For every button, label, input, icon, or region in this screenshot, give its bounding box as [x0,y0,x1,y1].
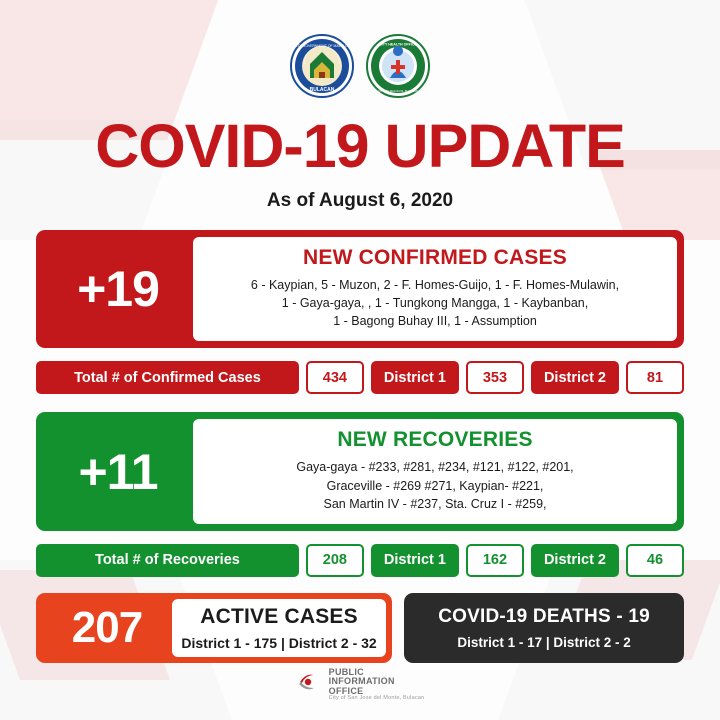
recovery-district2-value: 46 [626,544,684,577]
confirmed-district1-label: District 1 [371,361,459,394]
recovery-district1-label: District 1 [371,544,459,577]
new-cases-breakdown [203,276,667,330]
new-recoveries-line: Graceville - #269 #271, Kaypian- #221, [326,478,544,493]
footer [0,668,720,702]
new-cases-line: 6 - Kaypian, 5 - Muzon, 2 - F. Homes-Guijo, 1 - F. Homes-Mulawin, [250,278,620,292]
new-recoveries-line: San Martin IV - #237, Sta. Cruz I - #259, [323,496,547,511]
confirmed-district2-label: District 2 [531,361,619,394]
page-subtitle: As of August 6, 2020 [266,190,454,211]
confirmed-total-value: 434 [306,361,364,394]
active-cases-count: 207 [71,602,143,652]
new-recoveries-breakdown [203,458,667,512]
footer-line-1: PUBLIC [328,666,364,677]
new-recoveries-panel [36,412,684,530]
confirmed-district2-value: 81 [626,361,684,394]
svg-text:CITY GOVERNMENT OF MALOLOS: CITY GOVERNMENT OF MALOLOS [294,44,350,48]
footer-tagline: City of San Jose del Monte, Bulacan [328,695,425,702]
new-cases-line: 1 - Bagong Buhay III, 1 - Assumption [333,314,537,329]
confirmed-totals-row [36,361,684,394]
svg-text:BULACAN: BULACAN [309,87,335,93]
new-cases-count: +19 [77,261,159,318]
recovery-district1-value: 162 [466,544,524,577]
city-government-seal-icon [290,34,354,98]
new-cases-heading: NEW CONFIRMED CASES [303,246,567,269]
confirmed-total-label: Total # of Confirmed Cases [36,361,299,394]
new-recoveries-count: +11 [78,443,158,500]
new-recoveries-heading: NEW RECOVERIES [337,428,533,452]
recovery-total-value: 208 [306,544,364,577]
confirmed-district1-value: 353 [466,361,524,394]
new-cases-line: 1 - Gaya-gaya, , 1 - Tungkong Mangga, 1 - Kaybanban, [281,296,589,311]
deaths-breakdown: District 1 - 17 | District 2 - 2 [457,634,631,650]
seal-row [36,0,684,98]
covid-deaths-panel [404,593,684,663]
footer-line-2: INFORMATION [328,676,395,687]
city-health-office-seal-icon [366,34,430,98]
active-cases-title: ACTIVE CASES [200,604,358,628]
bottom-row [36,593,684,663]
new-confirmed-cases-panel [36,230,684,348]
deaths-title: COVID-19 DEATHS - 19 [438,605,650,627]
recovery-total-label: Total # of Recoveries [36,544,299,577]
svg-text:CITY HEALTH OFFICE: CITY HEALTH OFFICE [379,42,417,47]
recovery-totals-row [36,544,684,577]
page-title: COVID-19 UPDATE [95,112,625,180]
new-recoveries-line: Gaya-gaya - #233, #281, #234, #121, #122, #201, [296,460,574,475]
active-cases-panel [36,593,392,663]
recovery-district2-label: District 2 [531,544,619,577]
footer-line-3: OFFICE [328,685,364,696]
public-information-office-logo-icon [296,671,322,698]
svg-text:CITY OF MALOLOS, BULACAN: CITY OF MALOLOS, BULACAN [377,89,419,93]
active-cases-breakdown: District 1 - 175 | District 2 - 32 [181,634,377,651]
